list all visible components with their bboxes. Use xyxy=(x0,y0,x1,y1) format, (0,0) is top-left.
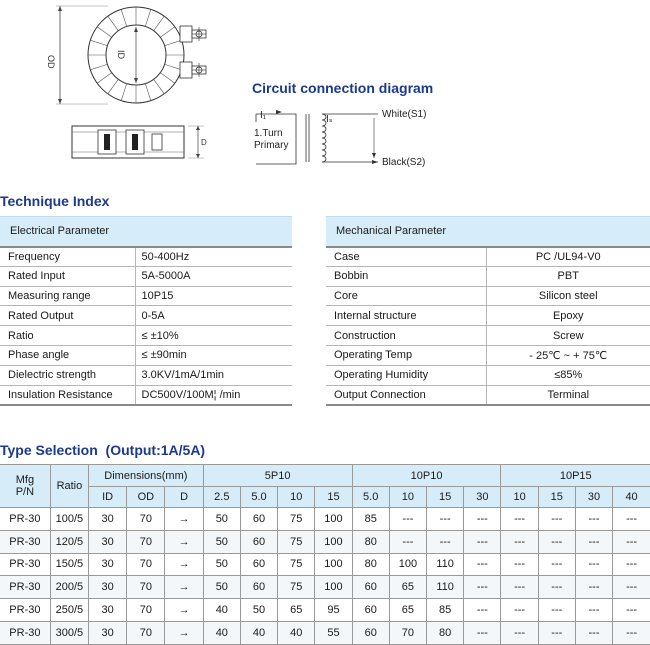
group-10p10-header: 10P10 xyxy=(352,465,501,487)
electrical-label: Rated Input xyxy=(0,266,135,286)
electrical-label: Insulation Resistance xyxy=(0,385,135,405)
subheader-10p10: 5.0 xyxy=(352,487,389,508)
id-cell: 30 xyxy=(89,599,127,622)
value-10p10-cell: --- xyxy=(464,508,501,531)
ratio-cell: 100/5 xyxy=(50,508,88,531)
electrical-row xyxy=(0,266,292,286)
circuit-diagram xyxy=(246,100,446,178)
subheader-5p10: 2.5 xyxy=(203,487,240,508)
value-5p10-cell: 75 xyxy=(278,530,315,553)
ratio-cell: 250/5 xyxy=(50,599,88,622)
value-10p15-cell: --- xyxy=(501,621,538,644)
value-10p10-cell: 65 xyxy=(389,599,426,622)
mechanical-row xyxy=(326,247,650,267)
subheader-10p10: 15 xyxy=(427,487,464,508)
value-10p15-cell: --- xyxy=(575,599,612,622)
value-10p15-cell: --- xyxy=(538,599,575,622)
mechanical-parameter-header: Mechanical Parameter xyxy=(326,217,650,247)
ratio-cell: 120/5 xyxy=(50,530,88,553)
mechanical-value: Silicon steel xyxy=(486,286,650,306)
od-cell: 70 xyxy=(127,599,165,622)
mechanical-row xyxy=(326,326,650,346)
mechanical-value: - 25℃ ~ + 75℃ xyxy=(486,345,650,365)
subheader-5p10: 10 xyxy=(278,487,315,508)
value-10p10-cell: --- xyxy=(464,621,501,644)
value-10p15-cell: --- xyxy=(613,508,650,531)
id-label: ID xyxy=(116,50,126,59)
mechanical-label: Operating Humidity xyxy=(326,365,486,385)
mechanical-label: Operating Temp xyxy=(326,345,486,365)
value-5p10-cell: 40 xyxy=(240,621,277,644)
electrical-label: Phase angle xyxy=(0,345,135,365)
mechanical-row xyxy=(326,286,650,306)
value-5p10-cell: 60 xyxy=(240,530,277,553)
white-s1-label: White(S1) xyxy=(382,109,427,120)
value-5p10-cell: 65 xyxy=(278,599,315,622)
group-5p10-header: 5P10 xyxy=(203,465,352,487)
i1-label: I₁ xyxy=(260,110,267,121)
id-cell: 30 xyxy=(89,508,127,531)
value-10p15-cell: --- xyxy=(501,576,538,599)
mechanical-row xyxy=(326,345,650,365)
electrical-value: ≤ ±90min xyxy=(135,345,292,365)
mechanical-label: Construction xyxy=(326,326,486,346)
subheader-10p15: 15 xyxy=(538,487,575,508)
pn-cell: PR-30 xyxy=(0,530,50,553)
d-label: D xyxy=(201,138,207,147)
mechanical-label: Output Connection xyxy=(326,385,486,405)
circuit-title: Circuit connection diagram xyxy=(252,80,434,96)
value-5p10-cell: 50 xyxy=(240,599,277,622)
table-row xyxy=(0,621,650,644)
od-cell: 70 xyxy=(127,621,165,644)
mechanical-label: Bobbin xyxy=(326,266,486,286)
table-row xyxy=(0,530,650,553)
value-10p10-cell: 85 xyxy=(352,508,389,531)
value-10p10-cell: --- xyxy=(389,508,426,531)
electrical-label: Dielectric strength xyxy=(0,365,135,385)
value-5p10-cell: 75 xyxy=(278,508,315,531)
value-10p10-cell: 110 xyxy=(427,553,464,576)
value-5p10-cell: 50 xyxy=(203,576,240,599)
id-cell: 30 xyxy=(89,576,127,599)
mechanical-value: PBT xyxy=(486,266,650,286)
value-5p10-cell: 50 xyxy=(203,530,240,553)
value-10p15-cell: --- xyxy=(501,508,538,531)
electrical-label: Measuring range xyxy=(0,286,135,306)
mechanical-row xyxy=(326,365,650,385)
od-cell: 70 xyxy=(127,553,165,576)
ratio-cell: 150/5 xyxy=(50,553,88,576)
value-5p10-cell: 50 xyxy=(203,508,240,531)
id-cell: 30 xyxy=(89,621,127,644)
value-10p15-cell: --- xyxy=(538,508,575,531)
value-10p10-cell: 80 xyxy=(352,553,389,576)
d-cell: → xyxy=(165,553,203,576)
technique-index-title: Technique Index xyxy=(0,193,110,209)
value-10p10-cell: --- xyxy=(427,530,464,553)
ratio-cell: 200/5 xyxy=(50,576,88,599)
value-5p10-cell: 60 xyxy=(240,508,277,531)
black-s2-label: Black(S2) xyxy=(382,157,426,168)
value-10p15-cell: --- xyxy=(501,599,538,622)
value-10p15-cell: --- xyxy=(538,621,575,644)
electrical-value: 0-5A xyxy=(135,306,292,326)
value-10p10-cell: 85 xyxy=(427,599,464,622)
value-5p10-cell: 95 xyxy=(315,599,352,622)
mechanical-label: Case xyxy=(326,247,486,267)
mechanical-row xyxy=(326,306,650,326)
d-cell: → xyxy=(165,530,203,553)
value-10p15-cell: --- xyxy=(501,553,538,576)
value-10p10-cell: 100 xyxy=(389,553,426,576)
pn-cell: PR-30 xyxy=(0,576,50,599)
mechanical-value: Epoxy xyxy=(486,306,650,326)
value-10p10-cell: --- xyxy=(427,508,464,531)
value-5p10-cell: 50 xyxy=(203,553,240,576)
table-row xyxy=(0,576,650,599)
mechanical-row xyxy=(326,266,650,286)
electrical-parameter-table xyxy=(0,216,292,406)
table-row xyxy=(0,599,650,622)
subheader-10p15: 30 xyxy=(575,487,612,508)
value-10p15-cell: --- xyxy=(575,530,612,553)
value-10p15-cell: --- xyxy=(613,530,650,553)
electrical-label: Frequency xyxy=(0,247,135,267)
d-cell: → xyxy=(165,621,203,644)
od-label: OD xyxy=(46,55,56,69)
od-cell: 70 xyxy=(127,530,165,553)
mechanical-label: Internal structure xyxy=(326,306,486,326)
subheader-10p10: 10 xyxy=(389,487,426,508)
table-row xyxy=(0,508,650,531)
value-10p15-cell: --- xyxy=(538,576,575,599)
ct-side-view-drawing xyxy=(70,120,210,170)
electrical-value: 5A-5000A xyxy=(135,266,292,286)
value-5p10-cell: 40 xyxy=(203,599,240,622)
electrical-value: ≤ ±10% xyxy=(135,326,292,346)
table-row xyxy=(0,553,650,576)
electrical-value: 50-400Hz xyxy=(135,247,292,267)
primary-label: Primary xyxy=(254,140,289,151)
value-10p15-cell: --- xyxy=(575,508,612,531)
value-5p10-cell: 40 xyxy=(203,621,240,644)
electrical-row xyxy=(0,365,292,385)
electrical-parameter-header: Electrical Parameter xyxy=(0,217,292,247)
subheader-10p15: 10 xyxy=(501,487,538,508)
electrical-row xyxy=(0,345,292,365)
pn-cell: PR-30 xyxy=(0,553,50,576)
value-10p10-cell: --- xyxy=(464,553,501,576)
value-10p10-cell: 60 xyxy=(352,576,389,599)
value-10p15-cell: --- xyxy=(501,530,538,553)
is-label: Iₛ xyxy=(326,114,333,125)
value-10p15-cell: --- xyxy=(613,621,650,644)
electrical-label: Rated Output xyxy=(0,306,135,326)
mechanical-value: PC /UL94-V0 xyxy=(486,247,650,267)
value-10p10-cell: 65 xyxy=(389,576,426,599)
electrical-row xyxy=(0,385,292,405)
type-selection-title: Type Selection (Output:1A/5A) xyxy=(0,442,206,458)
subheader-10p10: 30 xyxy=(464,487,501,508)
mechanical-value: Screw xyxy=(486,326,650,346)
electrical-value: DC500V/100M¦ /min xyxy=(135,385,292,405)
value-5p10-cell: 100 xyxy=(315,530,352,553)
value-10p10-cell: 80 xyxy=(352,530,389,553)
value-5p10-cell: 75 xyxy=(278,576,315,599)
value-10p10-cell: 60 xyxy=(352,599,389,622)
od-cell: 70 xyxy=(127,576,165,599)
dimensions-header: Dimensions(mm) xyxy=(89,465,204,487)
electrical-label: Ratio xyxy=(0,326,135,346)
mechanical-value: ≤85% xyxy=(486,365,650,385)
ct-top-view-drawing xyxy=(38,0,238,112)
value-10p15-cell: --- xyxy=(538,553,575,576)
d-cell: → xyxy=(165,599,203,622)
subheader-5p10: 5.0 xyxy=(240,487,277,508)
value-10p10-cell: --- xyxy=(464,576,501,599)
electrical-value: 10P15 xyxy=(135,286,292,306)
value-5p10-cell: 75 xyxy=(278,553,315,576)
value-5p10-cell: 60 xyxy=(240,576,277,599)
value-10p15-cell: --- xyxy=(538,530,575,553)
value-10p10-cell: 60 xyxy=(352,621,389,644)
value-5p10-cell: 100 xyxy=(315,553,352,576)
d-cell: → xyxy=(165,508,203,531)
mechanical-parameter-table xyxy=(326,216,650,406)
mechanical-label: Core xyxy=(326,286,486,306)
subheader-5p10: 15 xyxy=(315,487,352,508)
id-cell: 30 xyxy=(89,530,127,553)
ratio-header: Ratio xyxy=(50,465,88,508)
electrical-row xyxy=(0,326,292,346)
value-10p10-cell: 110 xyxy=(427,576,464,599)
value-10p10-cell: 70 xyxy=(389,621,426,644)
electrical-row xyxy=(0,306,292,326)
value-5p10-cell: 55 xyxy=(315,621,352,644)
value-10p15-cell: --- xyxy=(575,553,612,576)
value-10p10-cell: --- xyxy=(389,530,426,553)
value-5p10-cell: 100 xyxy=(315,508,352,531)
d-cell: → xyxy=(165,576,203,599)
pn-cell: PR-30 xyxy=(0,508,50,531)
value-10p15-cell: --- xyxy=(613,599,650,622)
electrical-value: 3.0KV/1mA/1min xyxy=(135,365,292,385)
value-5p10-cell: 60 xyxy=(240,553,277,576)
dimension-subheader: D xyxy=(165,487,203,508)
pn-cell: PR-30 xyxy=(0,599,50,622)
value-10p15-cell: --- xyxy=(613,576,650,599)
value-10p15-cell: --- xyxy=(575,576,612,599)
type-selection-table xyxy=(0,464,650,645)
od-cell: 70 xyxy=(127,508,165,531)
value-10p10-cell: 80 xyxy=(427,621,464,644)
subheader-10p15: 40 xyxy=(613,487,650,508)
mfg-pn-header: Mfg P/N xyxy=(0,465,50,508)
value-10p10-cell: --- xyxy=(464,530,501,553)
mechanical-row xyxy=(326,385,650,405)
electrical-row xyxy=(0,247,292,267)
value-10p10-cell: --- xyxy=(464,599,501,622)
mechanical-value: Terminal xyxy=(486,385,650,405)
dimension-subheader: OD xyxy=(127,487,165,508)
value-5p10-cell: 40 xyxy=(278,621,315,644)
ratio-cell: 300/5 xyxy=(50,621,88,644)
value-10p15-cell: --- xyxy=(613,553,650,576)
pn-cell: PR-30 xyxy=(0,621,50,644)
primary-turn-label: 1.Turn xyxy=(254,128,283,139)
group-10p15-header: 10P15 xyxy=(501,465,650,487)
value-5p10-cell: 100 xyxy=(315,576,352,599)
id-cell: 30 xyxy=(89,553,127,576)
value-10p15-cell: --- xyxy=(575,621,612,644)
electrical-row xyxy=(0,286,292,306)
dimension-subheader: ID xyxy=(89,487,127,508)
